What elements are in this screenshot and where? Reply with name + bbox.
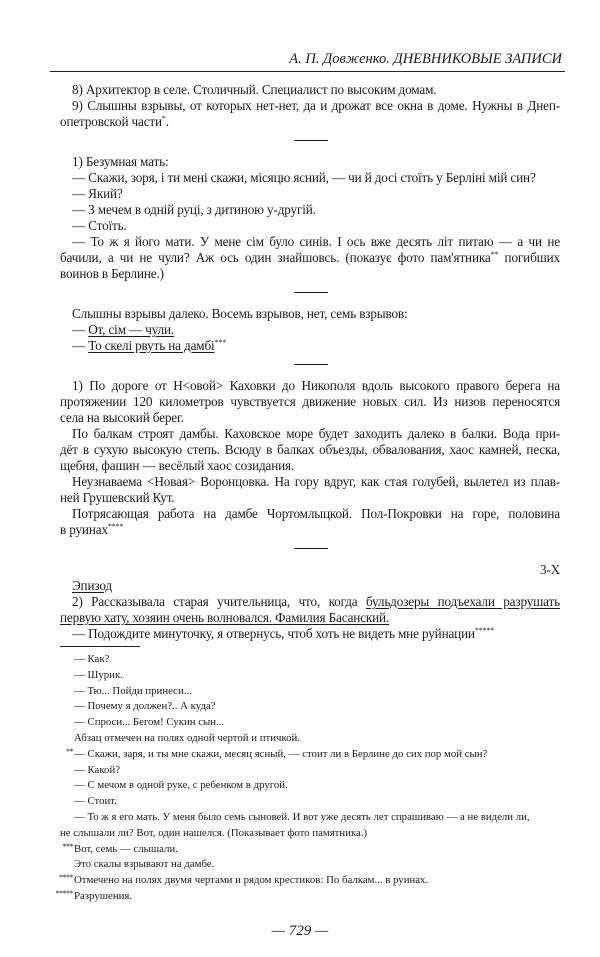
footnote-line <box>60 684 560 700</box>
footnote-marker-column <box>60 684 74 700</box>
footnote-line <box>60 873 560 889</box>
text-line <box>60 234 560 250</box>
footnote-text: Отмечено на полях двумя чертами и рядом крестиков: По балкам... в руинах. <box>74 874 429 887</box>
footnote-marker: ** <box>490 250 499 259</box>
text-span: 9) Слышны взрывы, от которых нет-нет, да и дрожат все окна в доме. Нужны в Днеп- <box>72 98 560 113</box>
footnote-marker: **** <box>59 873 73 883</box>
text-span: — Стоїть. <box>72 218 127 233</box>
text-line <box>60 506 560 522</box>
footnote-marker-column <box>60 810 74 826</box>
text-span: 3-Х <box>539 562 560 577</box>
text-line <box>60 458 560 474</box>
text-line <box>60 522 560 538</box>
footnote-text: — Шурик. <box>74 668 123 681</box>
footnote-line <box>60 810 560 826</box>
underlined-text: первую хату, хозяин очень волновался. Фамилия <box>60 610 329 625</box>
text-line <box>60 266 560 282</box>
footnote-marker: *** <box>62 841 73 851</box>
text-line <box>60 154 560 170</box>
text-line <box>60 98 560 114</box>
text-line <box>60 610 560 626</box>
text-span: 2) Рассказывала старая учительница, что, когда <box>72 594 366 609</box>
text-span: погибших <box>498 250 560 265</box>
footnote-line <box>60 826 560 842</box>
text-span: 1) По дороге от Н<овой> Каховки до Никополя вдоль высокого правого берега на <box>72 378 560 393</box>
text-span: Потрясающая работа на дамбе Чортомлыцкой. Пол-Покровки на горе, половина <box>72 506 560 521</box>
footnote-line <box>60 857 560 873</box>
text-span: села на высокий берег. <box>60 410 184 425</box>
footnote-text: — Тю... Пойди принеси... <box>74 684 192 697</box>
underlined-text: Басанский. <box>328 610 390 625</box>
footnote-rule <box>60 646 140 647</box>
text-span: — Скажи, зоря, і ти мені скажи, місяцю ясний, — чи й досі стоїть у Берліні мій син? <box>72 170 536 185</box>
text-line <box>60 202 560 218</box>
footnote-text: Абзац отмечен на полях одной чертой и птичкой. <box>74 731 300 744</box>
page-number: — 729 — <box>271 922 329 939</box>
text-span: Неузнаваема <Новая> Воронцовка. На гору вдруг, как стая голубей, вылетел из плав- <box>72 474 560 489</box>
text-line <box>60 114 560 130</box>
footnote-line <box>60 794 560 810</box>
underlined-text: Эпизод <box>72 578 112 593</box>
footnote-marker: ** <box>66 746 73 756</box>
footnote-text: — Стоит. <box>74 795 117 808</box>
section-divider <box>60 354 560 378</box>
text-line <box>60 322 560 338</box>
text-span: — <box>72 322 89 337</box>
footnote-marker-column <box>60 747 74 763</box>
footnote-marker-column <box>60 842 74 858</box>
text-span: протяжении 120 километров чувствуется движение новых сил. Из низов переносятся <box>60 394 560 409</box>
text-line <box>60 82 560 98</box>
footnote-marker: ***** <box>55 888 73 898</box>
footnote-text: не слышали ли? Вот, один нашелся. (Показывает фото памятника.) <box>60 826 368 839</box>
text-span: — Подождите минуточку, я отвернусь, чтоб хоть не видеть мне руйнации <box>72 626 475 641</box>
footnote-marker-column <box>55 888 74 905</box>
text-line <box>60 474 560 490</box>
text-span: — З мечем в одній руці, з дитиною у-другій. <box>72 202 316 217</box>
footnote-text: — Спроси... Бегом! Сукин сын... <box>74 716 225 729</box>
footnotes <box>55 652 560 915</box>
text-span: 1) Безумная мать: <box>72 154 169 169</box>
footnote-marker-column <box>60 652 74 668</box>
footnote-line <box>60 715 560 731</box>
text-line <box>60 170 560 186</box>
text-line <box>60 218 560 234</box>
footnote-marker-column <box>60 873 74 889</box>
text-span: опетровской части <box>60 114 162 129</box>
footnote-marker: **** <box>107 522 124 531</box>
footnote-line <box>60 842 560 858</box>
footnote-marker-column <box>60 699 74 715</box>
text-span: бачили, а чи не чули? Аж ось один знайшовсь. (показує фото пам'ятника <box>60 250 491 265</box>
running-header: А. П. Довженко. ДНЕВНИКОВЫЕ ЗАПИСИ <box>289 51 562 67</box>
footnote-text: Разрушения. <box>74 889 133 902</box>
footnote-text: — Как? <box>74 653 110 665</box>
footnote-marker-column <box>60 715 74 731</box>
text-line <box>60 306 560 322</box>
footnote-line <box>60 731 560 747</box>
header-rule <box>50 71 565 72</box>
footnote-marker-column <box>60 763 74 779</box>
text-line <box>60 378 560 394</box>
footnote-marker-column <box>60 794 74 810</box>
text-span: воинов в Берлине.) <box>60 266 164 281</box>
footnote-text: — Почему я должен?.. А куда? <box>74 700 216 713</box>
text-span: — <box>72 338 89 353</box>
text-line <box>60 410 560 426</box>
footnote-text: — То ж я его мать. У меня было семь сыновей. И вот уже десять лет спрашиваю — а не видели ли, <box>74 810 530 823</box>
underlined-text: От, сім — чули. <box>88 322 175 337</box>
text-span: По балкам строят дамбы. Каховское море будет заходить далеко в балки. Вода при- <box>72 426 560 441</box>
footnote-line <box>60 747 560 763</box>
text-span: в руинах <box>60 522 108 537</box>
footnote-marker-column <box>60 857 74 873</box>
text-line <box>60 594 560 610</box>
footnote-text: — Какой? <box>74 763 121 776</box>
text-line <box>60 394 560 410</box>
footnote-text: — С мечом в одной руке, с ребенком в другой. <box>74 779 288 792</box>
text-span: . <box>165 114 169 129</box>
section-divider <box>60 130 560 154</box>
text-line <box>60 442 560 458</box>
section-divider <box>60 538 560 562</box>
footnote-line <box>60 763 560 779</box>
section-divider <box>60 282 560 306</box>
text-line <box>60 186 560 202</box>
text-line <box>60 250 560 266</box>
text-span: ней Грушевский Кут. <box>60 490 175 505</box>
footnote-line <box>60 699 560 715</box>
footnote-marker-column <box>60 731 74 747</box>
footnote-line <box>60 668 560 684</box>
text-span: Слышны взрывы далеко. Восемь взрывов, нет, семь взрывов: <box>72 306 408 321</box>
footnote-line <box>60 652 560 668</box>
text-span: — Який? <box>72 186 123 201</box>
underlined-text: То скелі рвуть на дамбі <box>88 338 215 353</box>
text-span: 8) Архитектор в селе. Столичный. Специалист по высоким домам. <box>72 82 437 97</box>
underlined-text: бульдозеры подъехали разрушать <box>365 594 560 609</box>
footnote-text: Вот, семь — слышали. <box>74 842 178 855</box>
text-line <box>60 426 560 442</box>
text-line <box>60 338 560 354</box>
footnote-marker: ***** <box>474 626 495 635</box>
text-line <box>60 626 560 642</box>
footnote-marker-column <box>60 778 74 794</box>
text-line <box>60 578 560 594</box>
footnote-line <box>55 888 560 905</box>
text-line <box>60 490 560 506</box>
footnote-line <box>60 778 560 794</box>
footnote-text: — Скажи, заря, и ты мне скажи, месяц ясный, — стоит ли в Берлине до сих пор мой сын? <box>74 747 488 760</box>
footnote-text: Это скалы взрывают на дамбе. <box>74 858 215 871</box>
text-span: — То ж я його мати. У мене сім було синів. І ось вже десять літ питаю — а чи не <box>72 234 560 249</box>
footnote-marker: * <box>161 114 166 123</box>
text-line <box>60 562 560 578</box>
footnote-marker-column <box>60 668 74 684</box>
text-span: щебня, фашин — весёлый хаос созидания. <box>60 458 295 473</box>
footnote-marker: *** <box>214 338 227 347</box>
text-span: дёт в сухую высокую степь. Всюду в балках объезды, обвалования, хаос камней, песка, <box>60 442 560 457</box>
main-text <box>60 82 560 642</box>
